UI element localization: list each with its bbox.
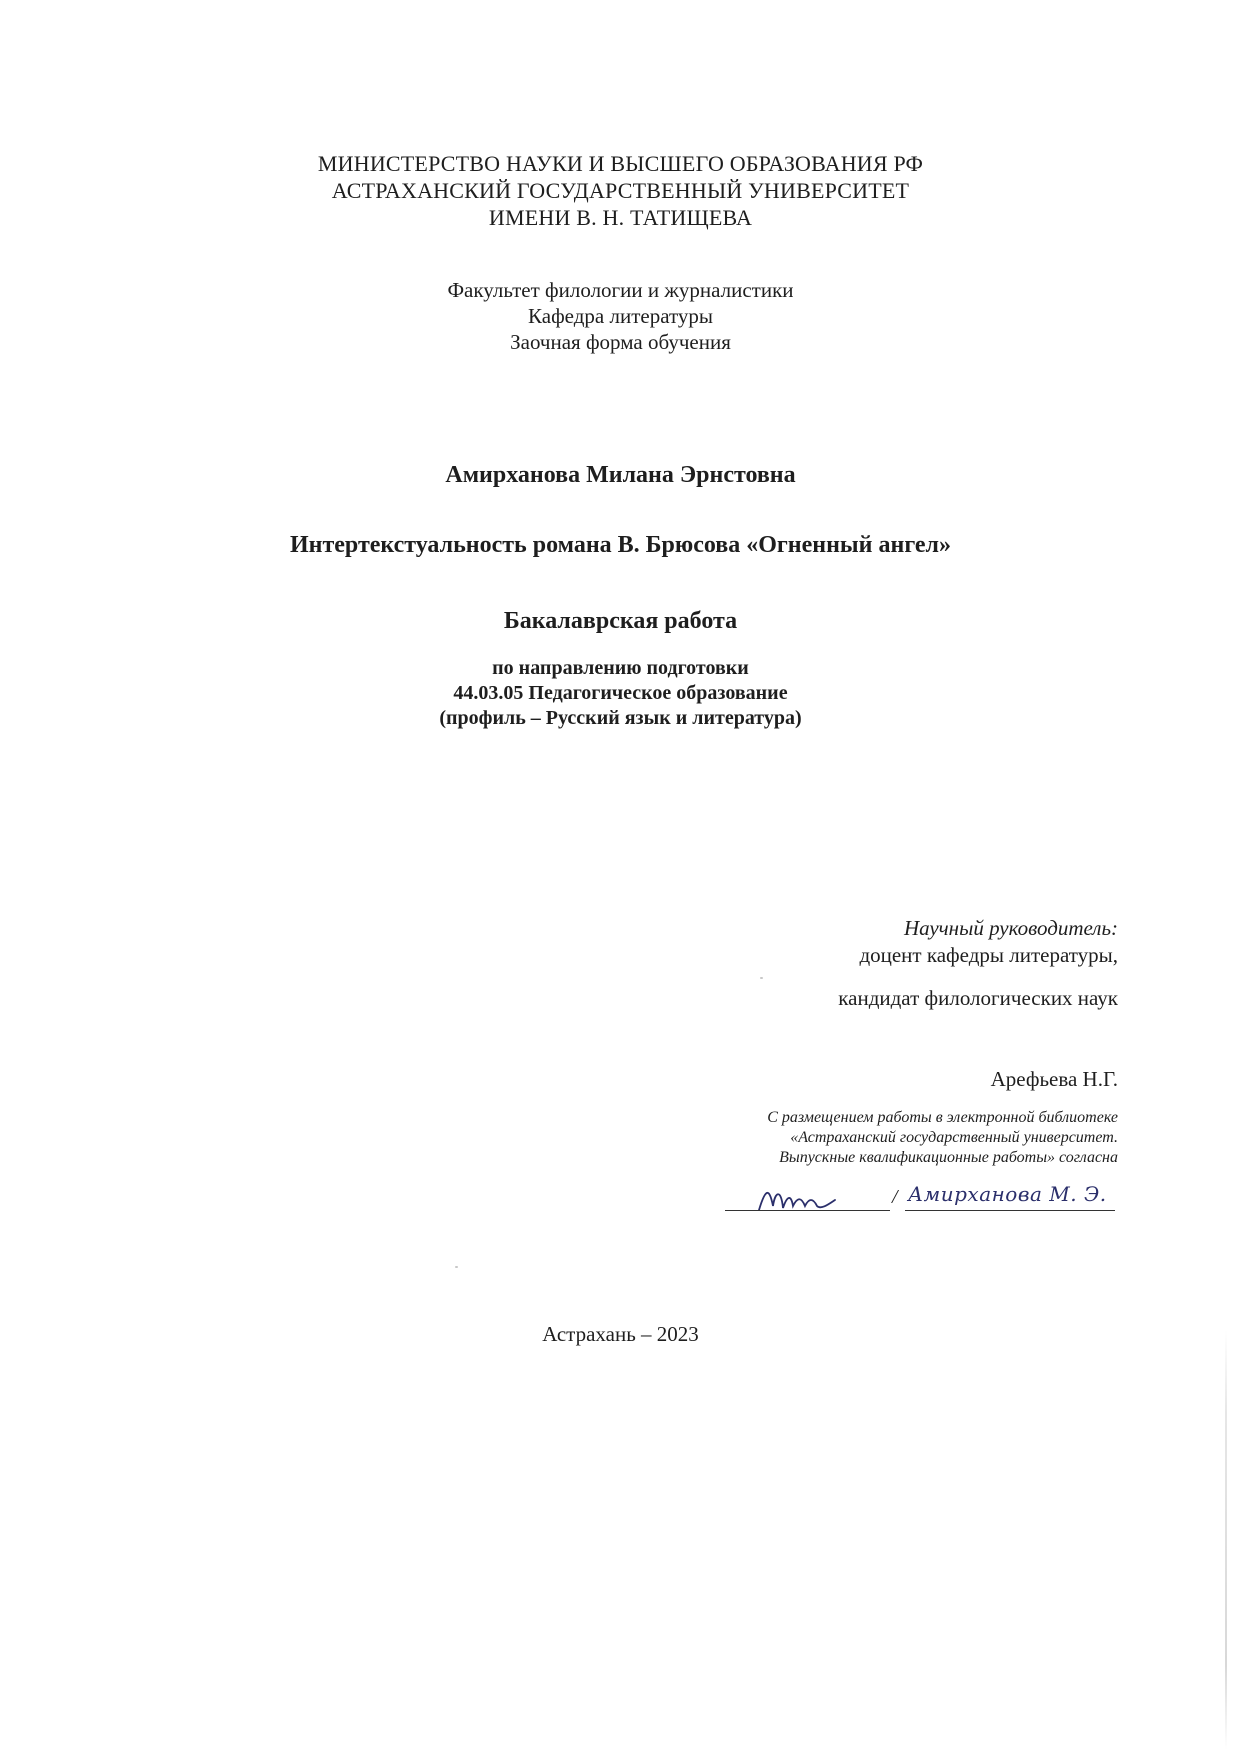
direction-profile: (профиль – Русский язык и литература)	[439, 707, 802, 729]
scan-speck	[455, 1266, 458, 1268]
signature-underline	[725, 1210, 890, 1211]
scan-edge-artifact	[1225, 1330, 1227, 1750]
direction-block	[0, 656, 1241, 731]
direction-code: 44.03.05 Педагогическое образование	[453, 682, 788, 704]
study-form-line: Заочная форма обучения	[510, 330, 731, 354]
scan-speck	[760, 977, 763, 979]
thesis-title: Интертекстуальность романа В. Брюсова «Огненный ангел»	[289, 532, 952, 558]
city-year: Астрахань – 2023	[542, 1322, 699, 1346]
work-type: Бакалаврская работа	[503, 608, 738, 634]
consent-line: «Астраханский государственный университет.	[790, 1129, 1118, 1146]
consent-statement	[767, 1108, 1118, 1168]
supervisor-name: Арефьева Н.Г.	[990, 1067, 1118, 1091]
handwritten-name: Амирханова М. Э.	[908, 1182, 1107, 1206]
consent-line: С размещением работы в электронной библиотеке	[767, 1109, 1118, 1126]
direction-intro: по направлению подготовки	[492, 657, 749, 679]
supervisor-degree: кандидат филологических наук	[838, 986, 1118, 1010]
department-line: Кафедра литературы	[528, 304, 713, 328]
ministry-line: МИНИСТЕРСТВО НАУКИ И ВЫСШЕГО ОБРАЗОВАНИЯ РФ	[317, 151, 924, 176]
university-line: АСТРАХАНСКИЙ ГОСУДАРСТВЕННЫЙ УНИВЕРСИТЕТ	[331, 178, 910, 203]
university-name-line: ИМЕНИ В. Н. ТАТИЩЕВА	[488, 205, 753, 230]
consent-line: Выпускные квалификационные работы» согласна	[779, 1149, 1118, 1166]
supervisor-role: Научный руководитель:	[903, 916, 1118, 940]
author-name: Амирханова Милана Эрнстовна	[445, 462, 796, 488]
signature-separator: /	[892, 1186, 898, 1208]
faculty-block	[0, 277, 1241, 355]
signature-row	[725, 1180, 1115, 1216]
faculty-line: Факультет филологии и журналистики	[447, 278, 794, 302]
supervisor-position: доцент кафедры литературы,	[859, 943, 1118, 967]
name-underline	[905, 1210, 1115, 1211]
ministry-header	[0, 150, 1241, 231]
